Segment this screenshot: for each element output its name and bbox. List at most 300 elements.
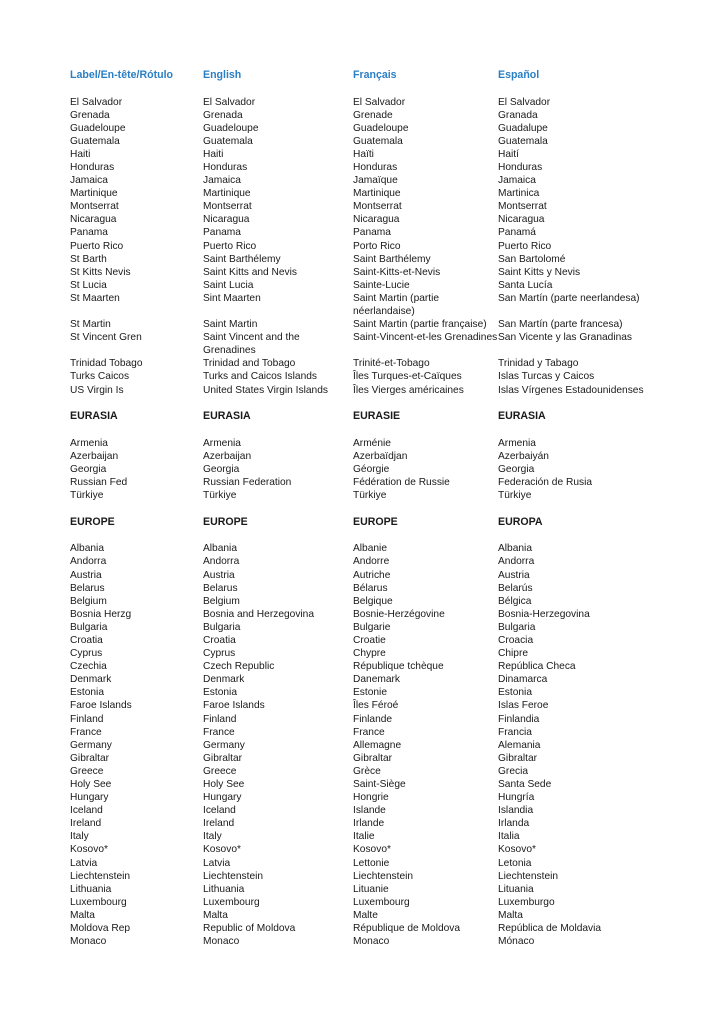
section-title-english: EUROPE [203,515,248,528]
cell-francais: République de Moldova [353,923,461,935]
cell-francais: Lettonie [353,857,390,869]
cell-francais: Panama [353,227,391,239]
cell-francais: Luxembourg [353,896,410,908]
cell-english: Iceland [203,805,236,817]
cell-espanol: Guatemala [498,135,548,147]
cell-english: Albania [203,543,237,555]
cell-label: Czechia [70,661,107,673]
cell-espanol: Federación de Rusia [498,477,593,489]
table-row [70,739,720,752]
cell-english: Lithuania [203,883,245,895]
cell-label: Latvia [70,857,98,869]
header-english: English [203,69,242,81]
cell-francais: Saint Barthélemy [353,253,431,265]
table-row [70,752,720,765]
cell-espanol: Grecia [498,765,529,777]
cell-espanol: Bosnia-Herzegovina [498,608,590,620]
cell-label: Albania [70,543,104,555]
cell-label: Belarus [70,582,105,594]
cell-espanol: Francia [498,726,532,738]
cell-francais: Guadeloupe [353,122,409,134]
cell-english: Saint Kitts and Nevis [203,266,297,278]
cell-english: Saint Barthélemy [203,253,281,265]
cell-english: Gibraltar [203,752,243,764]
cell-espanol: Gibraltar [498,752,538,764]
cell-label: Estonia [70,687,104,699]
cell-label: Iceland [70,805,103,817]
cell-espanol: Andorra [498,556,535,568]
table-row [70,96,720,109]
table-row [70,791,720,804]
table-row [70,187,720,200]
cell-english: Puerto Rico [203,240,257,252]
cell-espanol: Granada [498,109,538,121]
cell-label: Kosovo* [70,844,108,856]
cell-english: Honduras [203,161,248,173]
table-row [70,318,720,331]
table-row [70,582,720,595]
cell-english: Panama [203,227,241,239]
cell-label: Montserrat [70,201,119,213]
cell-francais: Saint Martin (partie française) [353,319,487,331]
cell-label: Nicaragua [70,214,117,226]
cell-label: Croatia [70,634,103,646]
cell-english: Latvia [203,857,231,869]
cell-english: Luxembourg [203,896,260,908]
cell-espanol: San Martín (parte neerlandesa) [498,292,640,304]
cell-label: Belgium [70,595,107,607]
table-row [70,489,720,502]
cell-label: St Lucia [70,279,107,291]
cell-espanol: Austria [498,569,530,581]
cell-english: Croatia [203,634,236,646]
table-row [70,253,720,266]
cell-francais: Honduras [353,161,398,173]
cell-label: US Virgin Is [70,384,124,396]
cell-francais: Grenade [353,109,393,121]
table-row [70,463,720,476]
section-title-english: EURASIA [203,410,251,423]
cell-label: Trinidad Tobago [70,358,143,370]
cell-label: Faroe Islands [70,700,132,712]
cell-francais: Monaco [353,936,390,948]
cell-english: Ireland [203,818,235,830]
table-row [70,555,720,568]
header-label: Label/En-tête/Rótulo [70,69,173,81]
cell-label: Panama [70,227,108,239]
cell-english: Jamaica [203,175,241,187]
cell-francais: Autriche [353,569,391,581]
cell-espanol: Alemania [498,739,541,751]
cell-francais: Lituanie [353,883,389,895]
cell-espanol: Hungría [498,792,535,804]
table-row [70,266,720,279]
header-francais: Français [353,69,397,81]
cell-label: St Maarten [70,292,120,304]
cell-espanol: República de Moldavia [498,923,602,935]
cell-espanol: Puerto Rico [498,240,552,252]
table-row [70,935,720,948]
cell-francais: Haïti [353,148,374,160]
cell-label: St Kitts Nevis [70,266,131,278]
cell-label: Moldova Rep [70,923,131,935]
cell-english: United States Virgin Islands [203,384,328,396]
cell-francais: Albanie [353,543,387,555]
cell-english: Saint Lucia [203,279,254,291]
cell-francais: Trinité-et-Tobago [353,358,430,370]
cell-label: El Salvador [70,96,123,108]
cell-francais: Îles Turques-et-Caïques [353,371,462,383]
cell-francais: Guatemala [353,135,403,147]
section-title-espanol: EURASIA [498,410,546,423]
cell-francais: Croatie [353,634,386,646]
cell-label: Azerbaijan [70,450,119,462]
table-row [70,857,720,870]
cell-label: St Barth [70,253,107,265]
table-row [70,476,720,489]
cell-label: Greece [70,765,104,777]
cell-espanol: Islas Feroe [498,700,549,712]
table-row [70,765,720,778]
cell-english: Haiti [203,148,224,160]
cell-label: Finland [70,713,104,725]
cell-label: Armenia [70,437,108,449]
cell-english: Germany [203,739,245,751]
cell-espanol: Chipre [498,648,529,660]
cell-label: Honduras [70,161,115,173]
table-row [70,909,720,922]
cell-espanol: Bulgaria [498,621,536,633]
cell-espanol: Irlanda [498,818,530,830]
table-row [70,830,720,843]
cell-label: France [70,726,102,738]
section-title-francais: EUROPE [353,515,398,528]
cell-espanol: Albania [498,543,532,555]
cell-espanol: Trinidad y Tabago [498,358,579,370]
table-row [70,608,720,621]
cell-label: Cyprus [70,648,103,660]
cell-english: Italy [203,831,222,843]
cell-francais: Allemagne [353,739,402,751]
cell-espanol: Mónaco [498,936,535,948]
table-row [70,883,720,896]
table-row [70,279,720,292]
cell-english: Martinique [203,188,251,200]
table-row [70,660,720,673]
cell-espanol: Liechtenstein [498,870,559,882]
cell-francais: Îles Vierges américaines [353,384,464,396]
cell-francais: France [353,726,385,738]
cell-label: Turks Caicos [70,371,130,383]
cell-espanol: Armenia [498,437,536,449]
cell-label: Georgia [70,463,107,475]
table-row [70,122,720,135]
cell-label: Guadeloupe [70,122,126,134]
cell-espanol: Islandia [498,805,534,817]
cell-label: Bulgaria [70,621,108,633]
cell-francais: El Salvador [353,96,406,108]
cell-english: Saint Vincent and the Grenadines [203,332,300,357]
cell-english: Monaco [203,936,240,948]
cell-label: Haiti [70,148,91,160]
cell-english: Finland [203,713,237,725]
cell-francais: Saint-Vincent-et-les Grenadines [353,332,498,344]
cell-francais: Türkiye [353,490,387,502]
cell-english: Grenada [203,109,243,121]
cell-espanol: San Martín (parte francesa) [498,319,623,331]
cell-label: Monaco [70,936,107,948]
cell-label: Holy See [70,779,112,790]
table-row [70,148,720,161]
cell-francais: Porto Rico [353,240,401,252]
table-row [70,804,720,817]
cell-english: Bulgaria [203,621,241,633]
cell-english: Holy See [203,779,245,790]
cell-francais: Martinique [353,188,401,200]
table-row [70,292,720,318]
cell-francais: Estonie [353,687,387,699]
table-row [70,174,720,187]
table-row [70,647,720,660]
cell-francais: Bélarus [353,582,388,594]
cell-francais: Îles Féroé [353,700,399,712]
table-row [70,542,720,555]
cell-label: Puerto Rico [70,240,124,252]
cell-english: Bosnia and Herzegovina [203,608,315,620]
cell-english: Belarus [203,582,238,594]
cell-label: Italy [70,831,89,843]
cell-english: France [203,726,235,738]
cell-francais: Gibraltar [353,752,393,764]
cell-espanol: San Bartolomé [498,253,566,265]
table-row [70,870,720,883]
cell-label: Ireland [70,818,102,830]
cell-english: Kosovo* [203,844,241,856]
table-row [70,357,720,370]
table-row [70,437,720,450]
cell-label: Bosnia Herzg [70,608,132,620]
cell-espanol: Georgia [498,463,535,475]
table-row [70,240,720,253]
cell-francais: Hongrie [353,792,389,804]
cell-label: Lithuania [70,883,112,895]
cell-francais: Fédération de Russie [353,477,450,489]
cell-espanol: Letonia [498,857,532,869]
cell-label: Türkiye [70,490,104,502]
cell-espanol: Finlandia [498,713,540,725]
cell-espanol: Jamaica [498,175,536,187]
cell-espanol: Malta [498,909,523,921]
cell-francais: Saint Martin (partie néerlandaise) [353,292,440,317]
table-row [70,699,720,712]
cell-espanol: Dinamarca [498,674,548,686]
cell-label: Gibraltar [70,752,110,764]
cell-francais: Malte [353,909,378,921]
cell-english: Armenia [203,437,241,449]
cell-english: Saint Martin [203,319,258,331]
cell-english: Montserrat [203,201,252,213]
table-row [70,384,720,397]
table-row [70,569,720,582]
cell-francais: Grèce [353,765,381,777]
cell-label: Hungary [70,792,109,804]
cell-espanol: Italia [498,831,520,843]
section-title-label: EURASIA [70,410,118,423]
cell-espanol: Türkiye [498,490,532,502]
table-row [70,200,720,213]
cell-label: Guatemala [70,135,120,147]
cell-francais: Saint-Siège [353,779,406,790]
header-row [70,69,720,82]
cell-english: Greece [203,765,237,777]
table-row [70,634,720,647]
table-row [70,673,720,686]
cell-francais: Jamaïque [353,175,398,187]
cell-label: St Vincent Gren [70,332,142,344]
cell-english: El Salvador [203,96,256,108]
cell-english: Liechtenstein [203,870,264,882]
cell-english: Guadeloupe [203,122,259,134]
cell-label: Martinique [70,188,118,200]
cell-francais: Sainte-Lucie [353,279,410,291]
table-row [70,450,720,463]
cell-english: Andorra [203,556,240,568]
cell-label: Liechtenstein [70,870,131,882]
cell-espanol: Croacia [498,634,534,646]
cell-label: Austria [70,569,102,581]
cell-francais: République tchèque [353,661,444,673]
cell-espanol: República Checa [498,661,576,673]
cell-espanol: San Vicente y las Granadinas [498,332,633,344]
cell-francais: Bulgarie [353,621,391,633]
cell-francais: Danemark [353,674,400,686]
cell-english: Cyprus [203,648,236,660]
table-row [70,595,720,608]
cell-label: Russian Fed [70,477,128,489]
cell-espanol: Honduras [498,161,543,173]
cell-francais: Nicaragua [353,214,400,226]
table-row [70,135,720,148]
cell-espanol: Panamá [498,227,536,239]
cell-english: Estonia [203,687,237,699]
cell-english: Azerbaijan [203,450,252,462]
cell-espanol: Azerbaiyán [498,450,549,462]
section-header-row [70,516,720,529]
cell-francais: Bosnie-Herzégovine [353,608,445,620]
table-row [70,843,720,856]
cell-francais: Belgique [353,595,393,607]
cell-francais: Chypre [353,648,386,660]
table-row [70,817,720,830]
cell-label: Malta [70,909,95,921]
cell-espanol: Estonia [498,687,532,699]
section-title-francais: EURASIE [353,410,401,423]
cell-english: Russian Federation [203,477,292,489]
cell-english: Türkiye [203,490,237,502]
table-row [70,370,720,383]
table-row [70,331,720,357]
cell-espanol: Saint Kitts y Nevis [498,266,581,278]
cell-english: Denmark [203,674,245,686]
cell-francais: Géorgie [353,463,390,475]
cell-label: Andorra [70,556,107,568]
cell-francais: Liechtenstein [353,870,414,882]
cell-espanol: Bélgica [498,595,532,607]
cell-english: Guatemala [203,135,253,147]
cell-francais: Azerbaïdjan [353,450,408,462]
cell-francais: Finlande [353,713,393,725]
cell-espanol: Nicaragua [498,214,545,226]
table-row [70,726,720,739]
table-body [70,96,720,949]
cell-english: Nicaragua [203,214,250,226]
cell-francais: Andorre [353,556,390,568]
cell-english: Austria [203,569,235,581]
cell-espanol: Belarús [498,582,533,594]
section-title-label: EUROPE [70,515,115,528]
cell-label: St Martin [70,319,111,331]
cell-label: Luxembourg [70,896,127,908]
cell-francais: Islande [353,805,386,817]
cell-english: Sint Maarten [203,292,261,304]
table-row [70,226,720,239]
cell-espanol: Islas Vírgenes Estadounidenses [498,384,644,396]
table-row [70,778,720,791]
cell-espanol: Santa Sede [498,779,552,790]
cell-espanol: Montserrat [498,201,547,213]
table-row [70,686,720,699]
section-title-espanol: EUROPA [498,515,543,528]
cell-english: Republic of Moldova [203,923,296,935]
cell-label: Germany [70,739,112,751]
country-label-table [70,69,720,948]
cell-english: Malta [203,909,228,921]
section-header-row [70,410,720,423]
cell-english: Belgium [203,595,240,607]
cell-espanol: Haití [498,148,519,160]
cell-english: Faroe Islands [203,700,265,712]
table-row [70,109,720,122]
cell-espanol: Islas Turcas y Caicos [498,371,595,383]
table-row [70,922,720,935]
cell-espanol: Santa Lucía [498,279,553,291]
cell-english: Georgia [203,463,240,475]
cell-francais: Kosovo* [353,844,391,856]
table-row [70,713,720,726]
cell-francais: Irlande [353,818,385,830]
table-row [70,213,720,226]
table-row [70,896,720,909]
cell-francais: Montserrat [353,201,402,213]
cell-espanol: Guadalupe [498,122,548,134]
cell-espanol: Luxemburgo [498,896,555,908]
cell-francais: Italie [353,831,375,843]
cell-espanol: El Salvador [498,96,551,108]
cell-label: Denmark [70,674,112,686]
cell-english: Hungary [203,792,242,804]
cell-english: Czech Republic [203,661,275,673]
cell-francais: Arménie [353,437,391,449]
cell-label: Jamaica [70,175,108,187]
cell-espanol: Lituania [498,883,534,895]
cell-label: Grenada [70,109,110,121]
cell-espanol: Martinica [498,188,540,200]
table-row [70,161,720,174]
table-row [70,621,720,634]
header-espanol: Español [498,69,540,81]
cell-francais: Saint-Kitts-et-Nevis [353,266,441,278]
cell-english: Turks and Caicos Islands [203,371,317,383]
